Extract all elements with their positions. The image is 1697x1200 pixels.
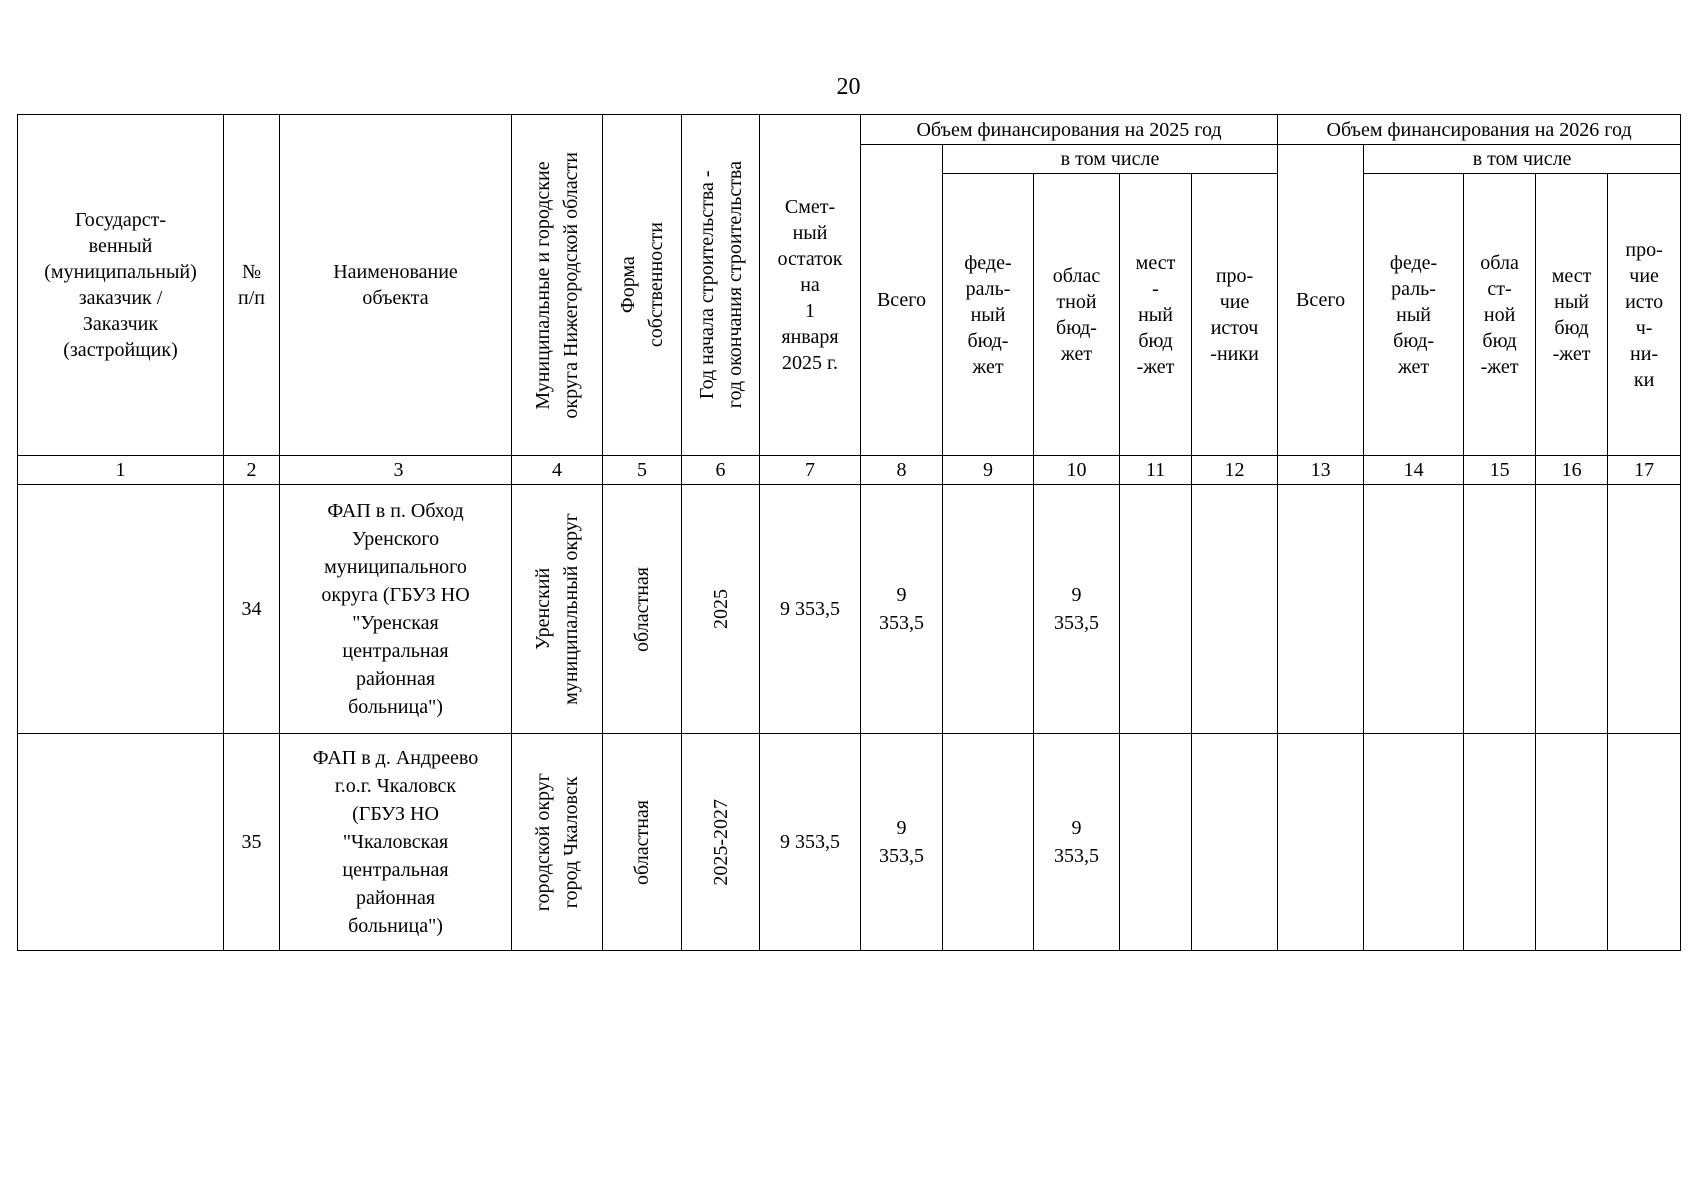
cell-regional-2025: 9 353,5 bbox=[1034, 485, 1120, 734]
column-number: 14 bbox=[1364, 456, 1464, 485]
header-municipal: Муниципальные и городские округа Нижегородской области bbox=[512, 115, 603, 456]
cell-federal-2025 bbox=[943, 485, 1034, 734]
column-number: 8 bbox=[861, 456, 943, 485]
column-number: 11 bbox=[1120, 456, 1192, 485]
column-numbers-row bbox=[18, 456, 1681, 485]
cell-federal-2026 bbox=[1364, 734, 1464, 951]
header-fin2026-federal: феде- раль- ный бюд- жет bbox=[1364, 174, 1464, 456]
cell-name: ФАП в д. Андреево г.о.г. Чкаловск (ГБУЗ НО "Чкаловская центральная районная больница") bbox=[280, 734, 512, 951]
header-fin2026-local: мест ный бюд -жет bbox=[1536, 174, 1608, 456]
cell-regional-2026 bbox=[1464, 485, 1536, 734]
column-number: 10 bbox=[1034, 456, 1120, 485]
cell-estimate: 9 353,5 bbox=[760, 734, 861, 951]
cell-local-2026 bbox=[1536, 734, 1608, 951]
cell-name: ФАП в п. Обход Уренского муниципального округа (ГБУЗ НО "Уренская центральная районная больница") bbox=[280, 485, 512, 734]
header-customer: Государст- венный (муниципальный) заказчик / Заказчик (застройщик) bbox=[18, 115, 224, 456]
cell-num: 34 bbox=[224, 485, 280, 734]
header-fin2025-including: в том числе bbox=[943, 145, 1278, 174]
header-fin2025-regional: облас тной бюд- жет bbox=[1034, 174, 1120, 456]
column-number: 12 bbox=[1192, 456, 1278, 485]
header-fin2025-federal: феде- раль- ный бюд- жет bbox=[943, 174, 1034, 456]
column-number: 15 bbox=[1464, 456, 1536, 485]
cell-estimate: 9 353,5 bbox=[760, 485, 861, 734]
header-fin2026-including: в том числе bbox=[1364, 145, 1681, 174]
cell-num: 35 bbox=[224, 734, 280, 951]
page-number: 20 bbox=[836, 74, 861, 100]
cell-total-2026 bbox=[1278, 734, 1364, 951]
header-ownership: Форма собственности bbox=[603, 115, 682, 456]
cell-other-2026 bbox=[1608, 734, 1681, 951]
header-estimate: Смет- ный остаток на 1 января 2025 г. bbox=[760, 115, 861, 456]
column-number: 13 bbox=[1278, 456, 1364, 485]
header-years: Год начала строительства - год окончания строительства bbox=[682, 115, 760, 456]
column-number: 1 bbox=[18, 456, 224, 485]
financing-table bbox=[17, 114, 1681, 951]
cell-municipal: Уренский муниципальный округ bbox=[512, 485, 603, 734]
cell-ownership: областная bbox=[603, 485, 682, 734]
table-row bbox=[18, 485, 1681, 734]
header-fin2026-regional: обла ст- ной бюд -жет bbox=[1464, 174, 1536, 456]
column-number: 4 bbox=[512, 456, 603, 485]
column-number: 17 bbox=[1608, 456, 1681, 485]
header-fin2025-total: Всего bbox=[861, 145, 943, 456]
cell-ownership: областная bbox=[603, 734, 682, 951]
cell-regional-2025: 9 353,5 bbox=[1034, 734, 1120, 951]
table-row bbox=[18, 734, 1681, 951]
cell-other-2025 bbox=[1192, 485, 1278, 734]
cell-years: 2025-2027 bbox=[682, 734, 760, 951]
cell-customer bbox=[18, 485, 224, 734]
header-fin2025-title: Объем финансирования на 2025 год bbox=[861, 115, 1278, 145]
cell-federal-2026 bbox=[1364, 485, 1464, 734]
cell-other-2025 bbox=[1192, 734, 1278, 951]
header-fin2025-other: про- чие источ -ники bbox=[1192, 174, 1278, 456]
column-number: 16 bbox=[1536, 456, 1608, 485]
header-num: № п/п bbox=[224, 115, 280, 456]
cell-local-2025 bbox=[1120, 734, 1192, 951]
column-number: 6 bbox=[682, 456, 760, 485]
column-number: 7 bbox=[760, 456, 861, 485]
cell-total-2026 bbox=[1278, 485, 1364, 734]
header-name: Наименование объекта bbox=[280, 115, 512, 456]
cell-local-2026 bbox=[1536, 485, 1608, 734]
cell-regional-2026 bbox=[1464, 734, 1536, 951]
header-fin2026-total: Всего bbox=[1278, 145, 1364, 456]
cell-municipal: городской округ город Чкаловск bbox=[512, 734, 603, 951]
cell-local-2025 bbox=[1120, 485, 1192, 734]
column-number: 3 bbox=[280, 456, 512, 485]
cell-other-2026 bbox=[1608, 485, 1681, 734]
column-number: 2 bbox=[224, 456, 280, 485]
cell-total-2025: 9 353,5 bbox=[861, 485, 943, 734]
column-number: 9 bbox=[943, 456, 1034, 485]
header-fin2025-local: мест - ный бюд -жет bbox=[1120, 174, 1192, 456]
header-fin2026-other: про- чие исто ч- ни- ки bbox=[1608, 174, 1681, 456]
cell-federal-2025 bbox=[943, 734, 1034, 951]
cell-customer bbox=[18, 734, 224, 951]
cell-years: 2025 bbox=[682, 485, 760, 734]
column-number: 5 bbox=[603, 456, 682, 485]
cell-total-2025: 9 353,5 bbox=[861, 734, 943, 951]
header-fin2026-title: Объем финансирования на 2026 год bbox=[1278, 115, 1681, 145]
